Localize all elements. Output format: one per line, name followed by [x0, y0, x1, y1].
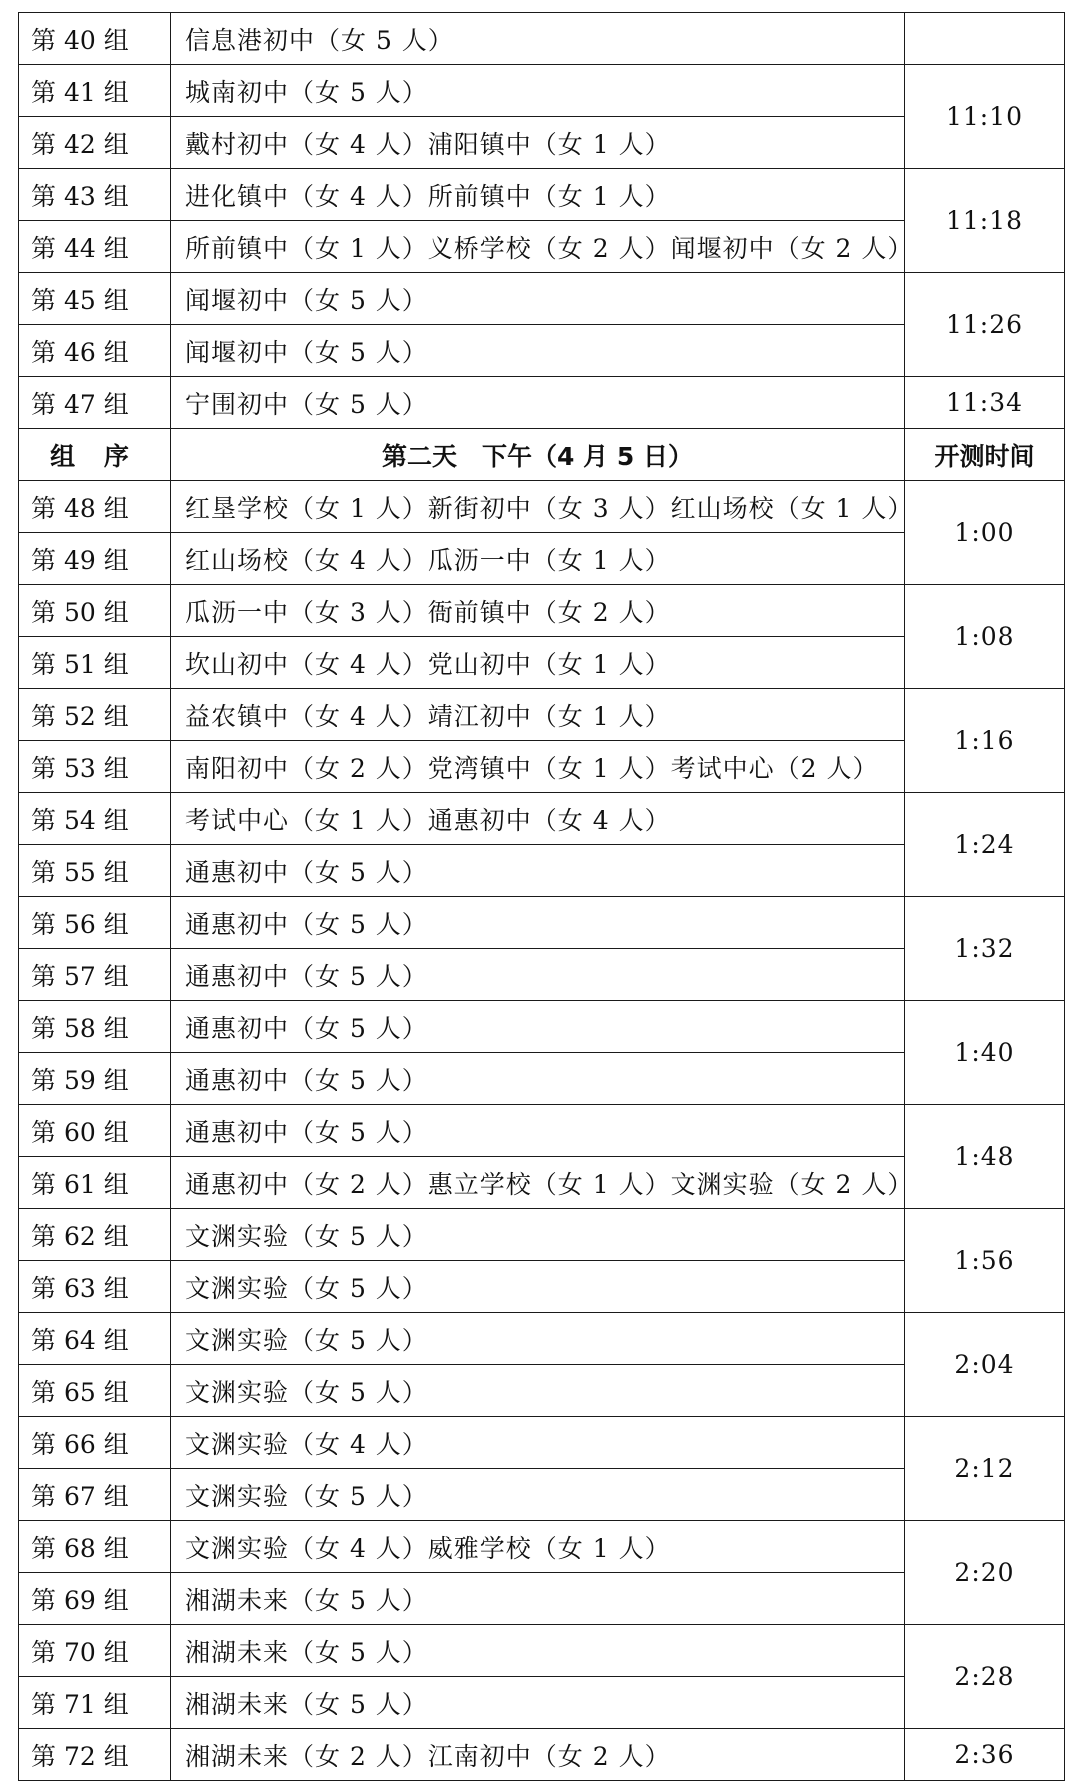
- table-row: [19, 1313, 1065, 1365]
- group-cell: 第 66 组: [19, 1417, 171, 1469]
- schools-cell: 文渊实验（女 5 人）: [171, 1469, 905, 1521]
- schools-cell: 湘湖未来（女 5 人）: [171, 1677, 905, 1729]
- schools-cell: 红垦学校（女 1 人）新街初中（女 3 人）红山场校（女 1 人）: [171, 481, 905, 533]
- schools-cell: 通惠初中（女 5 人）: [171, 949, 905, 1001]
- time-column-header: 开测时间: [905, 429, 1065, 481]
- start-time-cell: [905, 13, 1065, 65]
- schools-cell: 文渊实验（女 4 人）威雅学校（女 1 人）: [171, 1521, 905, 1573]
- schools-cell: 城南初中（女 5 人）: [171, 65, 905, 117]
- group-cell: 第 71 组: [19, 1677, 171, 1729]
- schools-cell: 坎山初中（女 4 人）党山初中（女 1 人）: [171, 637, 905, 689]
- schools-cell: 文渊实验（女 5 人）: [171, 1365, 905, 1417]
- table-row: [19, 1209, 1065, 1261]
- group-cell: 第 64 组: [19, 1313, 171, 1365]
- group-cell: 第 51 组: [19, 637, 171, 689]
- group-cell: 第 44 组: [19, 221, 171, 273]
- section-header-row: [19, 429, 1065, 481]
- group-cell: 第 54 组: [19, 793, 171, 845]
- table-row: [19, 1417, 1065, 1469]
- group-cell: 第 60 组: [19, 1105, 171, 1157]
- schools-cell: 通惠初中（女 5 人）: [171, 1001, 905, 1053]
- group-cell: 第 67 组: [19, 1469, 171, 1521]
- group-cell: 第 53 组: [19, 741, 171, 793]
- table-row: [19, 1001, 1065, 1053]
- table-row: [19, 1105, 1065, 1157]
- start-time-cell: 1:00: [905, 481, 1065, 585]
- schools-cell: 通惠初中（女 5 人）: [171, 1053, 905, 1105]
- schedule-sheet: [18, 12, 1064, 1781]
- table-row: [19, 585, 1065, 637]
- schedule-table: [18, 12, 1065, 1781]
- start-time-cell: 11:10: [905, 65, 1065, 169]
- table-row: [19, 13, 1065, 65]
- group-cell: 第 42 组: [19, 117, 171, 169]
- schools-cell: 信息港初中（女 5 人）: [171, 13, 905, 65]
- group-cell: 第 65 组: [19, 1365, 171, 1417]
- group-cell: 第 72 组: [19, 1729, 171, 1781]
- start-time-cell: 1:32: [905, 897, 1065, 1001]
- group-cell: 第 62 组: [19, 1209, 171, 1261]
- group-column-header: 组 序: [19, 429, 171, 481]
- group-cell: 第 48 组: [19, 481, 171, 533]
- start-time-cell: 11:26: [905, 273, 1065, 377]
- group-cell: 第 47 组: [19, 377, 171, 429]
- table-row: [19, 793, 1065, 845]
- schools-cell: 通惠初中（女 5 人）: [171, 1105, 905, 1157]
- schools-cell: 湘湖未来（女 5 人）: [171, 1625, 905, 1677]
- schools-cell: 瓜沥一中（女 3 人）衙前镇中（女 2 人）: [171, 585, 905, 637]
- schools-cell: 益农镇中（女 4 人）靖江初中（女 1 人）: [171, 689, 905, 741]
- group-cell: 第 58 组: [19, 1001, 171, 1053]
- schools-cell: 闻堰初中（女 5 人）: [171, 325, 905, 377]
- table-row: [19, 377, 1065, 429]
- schools-cell: 湘湖未来（女 5 人）: [171, 1573, 905, 1625]
- start-time-cell: 1:56: [905, 1209, 1065, 1313]
- schools-cell: 通惠初中（女 5 人）: [171, 897, 905, 949]
- table-row: [19, 897, 1065, 949]
- table-row: [19, 1729, 1065, 1781]
- table-row: [19, 1521, 1065, 1573]
- group-cell: 第 49 组: [19, 533, 171, 585]
- group-cell: 第 43 组: [19, 169, 171, 221]
- schools-cell: 戴村初中（女 4 人）浦阳镇中（女 1 人）: [171, 117, 905, 169]
- group-cell: 第 55 组: [19, 845, 171, 897]
- group-cell: 第 61 组: [19, 1157, 171, 1209]
- group-cell: 第 50 组: [19, 585, 171, 637]
- start-time-cell: 11:34: [905, 377, 1065, 429]
- start-time-cell: 1:08: [905, 585, 1065, 689]
- start-time-cell: 1:40: [905, 1001, 1065, 1105]
- schools-cell: 红山场校（女 4 人）瓜沥一中（女 1 人）: [171, 533, 905, 585]
- schools-cell: 宁围初中（女 5 人）: [171, 377, 905, 429]
- table-row: [19, 169, 1065, 221]
- group-cell: 第 45 组: [19, 273, 171, 325]
- start-time-cell: 1:48: [905, 1105, 1065, 1209]
- start-time-cell: 1:16: [905, 689, 1065, 793]
- start-time-cell: 11:18: [905, 169, 1065, 273]
- start-time-cell: 2:36: [905, 1729, 1065, 1781]
- group-cell: 第 40 组: [19, 13, 171, 65]
- group-cell: 第 57 组: [19, 949, 171, 1001]
- schools-cell: 湘湖未来（女 2 人）江南初中（女 2 人）: [171, 1729, 905, 1781]
- group-cell: 第 52 组: [19, 689, 171, 741]
- schools-cell: 通惠初中（女 2 人）惠立学校（女 1 人）文渊实验（女 2 人）: [171, 1157, 905, 1209]
- group-cell: 第 56 组: [19, 897, 171, 949]
- schools-cell: 考试中心（女 1 人）通惠初中（女 4 人）: [171, 793, 905, 845]
- start-time-cell: 2:28: [905, 1625, 1065, 1729]
- group-cell: 第 63 组: [19, 1261, 171, 1313]
- schools-cell: 南阳初中（女 2 人）党湾镇中（女 1 人）考试中心（2 人）: [171, 741, 905, 793]
- start-time-cell: 1:24: [905, 793, 1065, 897]
- afternoon-section: [19, 481, 1065, 1781]
- schools-cell: 文渊实验（女 5 人）: [171, 1261, 905, 1313]
- schools-cell: 文渊实验（女 5 人）: [171, 1209, 905, 1261]
- start-time-cell: 2:12: [905, 1417, 1065, 1521]
- table-row: [19, 481, 1065, 533]
- group-cell: 第 41 组: [19, 65, 171, 117]
- start-time-cell: 2:20: [905, 1521, 1065, 1625]
- schools-cell: 通惠初中（女 5 人）: [171, 845, 905, 897]
- table-row: [19, 1625, 1065, 1677]
- schools-cell: 闻堰初中（女 5 人）: [171, 273, 905, 325]
- group-cell: 第 46 组: [19, 325, 171, 377]
- schools-cell: 文渊实验（女 5 人）: [171, 1313, 905, 1365]
- table-row: [19, 65, 1065, 117]
- session-header: 第二天 下午（4 月 5 日）: [171, 429, 905, 481]
- schools-cell: 进化镇中（女 4 人）所前镇中（女 1 人）: [171, 169, 905, 221]
- group-cell: 第 68 组: [19, 1521, 171, 1573]
- schools-cell: 所前镇中（女 1 人）义桥学校（女 2 人）闻堰初中（女 2 人）: [171, 221, 905, 273]
- group-cell: 第 69 组: [19, 1573, 171, 1625]
- group-cell: 第 70 组: [19, 1625, 171, 1677]
- schools-cell: 文渊实验（女 4 人）: [171, 1417, 905, 1469]
- start-time-cell: 2:04: [905, 1313, 1065, 1417]
- group-cell: 第 59 组: [19, 1053, 171, 1105]
- table-row: [19, 689, 1065, 741]
- table-row: [19, 273, 1065, 325]
